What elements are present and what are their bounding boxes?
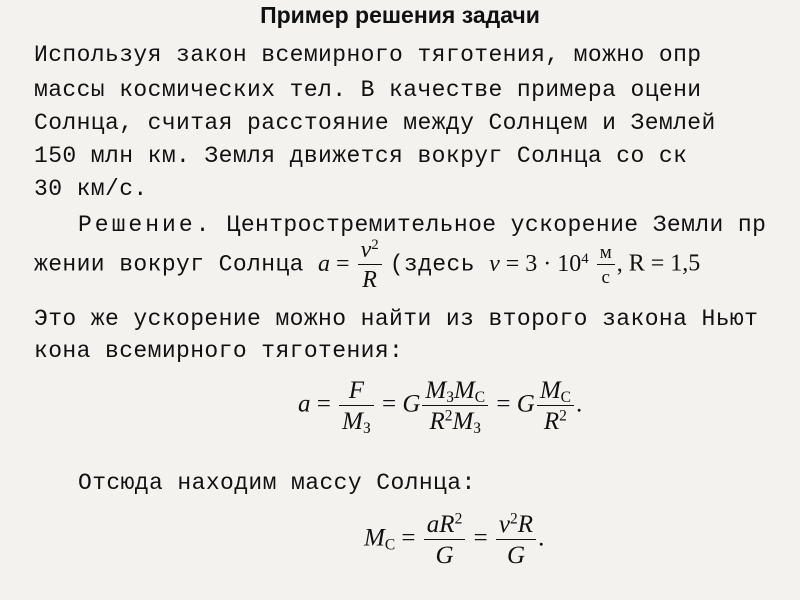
mass-intro-line: Отсюда находим массу Солнца: <box>78 470 476 496</box>
here-text: (здесь <box>389 251 475 278</box>
speed-value: $v = 3 \cdot 10^4$ $\frac{м}{с}$ , <box>489 242 629 288</box>
paragraph-line-3: Солнца, считая расстояние между Солнцем и Землей <box>34 110 716 136</box>
gravity-formula: a = $\frac{F}{M_З}$ = G $\frac{M_ЗM_С}{R^2M_З}$ = G $\frac{M_С}{R^2}$ . <box>298 377 583 437</box>
Mc-over-R2-fraction: $\frac{M_С}{R^2}$ <box>537 378 574 434</box>
paragraph-line-5: 30 км/с. <box>34 176 148 202</box>
radius-value: R = 1,5 <box>628 250 701 277</box>
v2R-over-G-fraction: $\frac{v^2R}{G}$ <box>496 512 536 568</box>
paragraph-line-1: Используя закон всемирного тяготения, можно опр <box>34 42 702 68</box>
unit-m-per-s: $\frac{м}{с}$ <box>597 243 615 287</box>
solution-text-2: жении вокруг Солнца <box>34 251 304 278</box>
solution-line-2 <box>34 238 700 292</box>
sun-mass-formula: $M_С$ = $\frac{aR^2}{G}$ = $\frac{v^2R}{G}$ . <box>364 510 545 569</box>
page-title: Пример решения задачи <box>260 2 540 28</box>
solution-text-1: Центростремительное ускорение Земли пр <box>226 212 767 238</box>
solution-line-4: кона всемирного тяготения: <box>34 338 404 364</box>
aR2-over-G-fraction: $\frac{aR^2}{G}$ <box>424 512 466 568</box>
solution-label: Решение. <box>78 212 213 238</box>
acceleration-formula: a = $\frac{v^2}{R}$ <box>318 251 390 277</box>
v2-over-R-fraction: $\frac{v^2}{R}$ <box>358 238 382 292</box>
paragraph-line-4: 150 млн км. Земля движется вокруг Солнца со ск <box>34 143 688 169</box>
mass-product-fraction: $\frac{M_ЗM_С}{R^2M_З}$ <box>422 378 488 434</box>
solution-line-3: Это же ускорение можно найти из второго закона Ньют <box>34 306 759 332</box>
paragraph-line-2: массы космических тел. В качестве примера оцени <box>34 77 702 103</box>
solution-line-1 <box>78 212 766 238</box>
F-over-M3-fraction: $\frac{F}{M_З}$ <box>339 378 374 434</box>
